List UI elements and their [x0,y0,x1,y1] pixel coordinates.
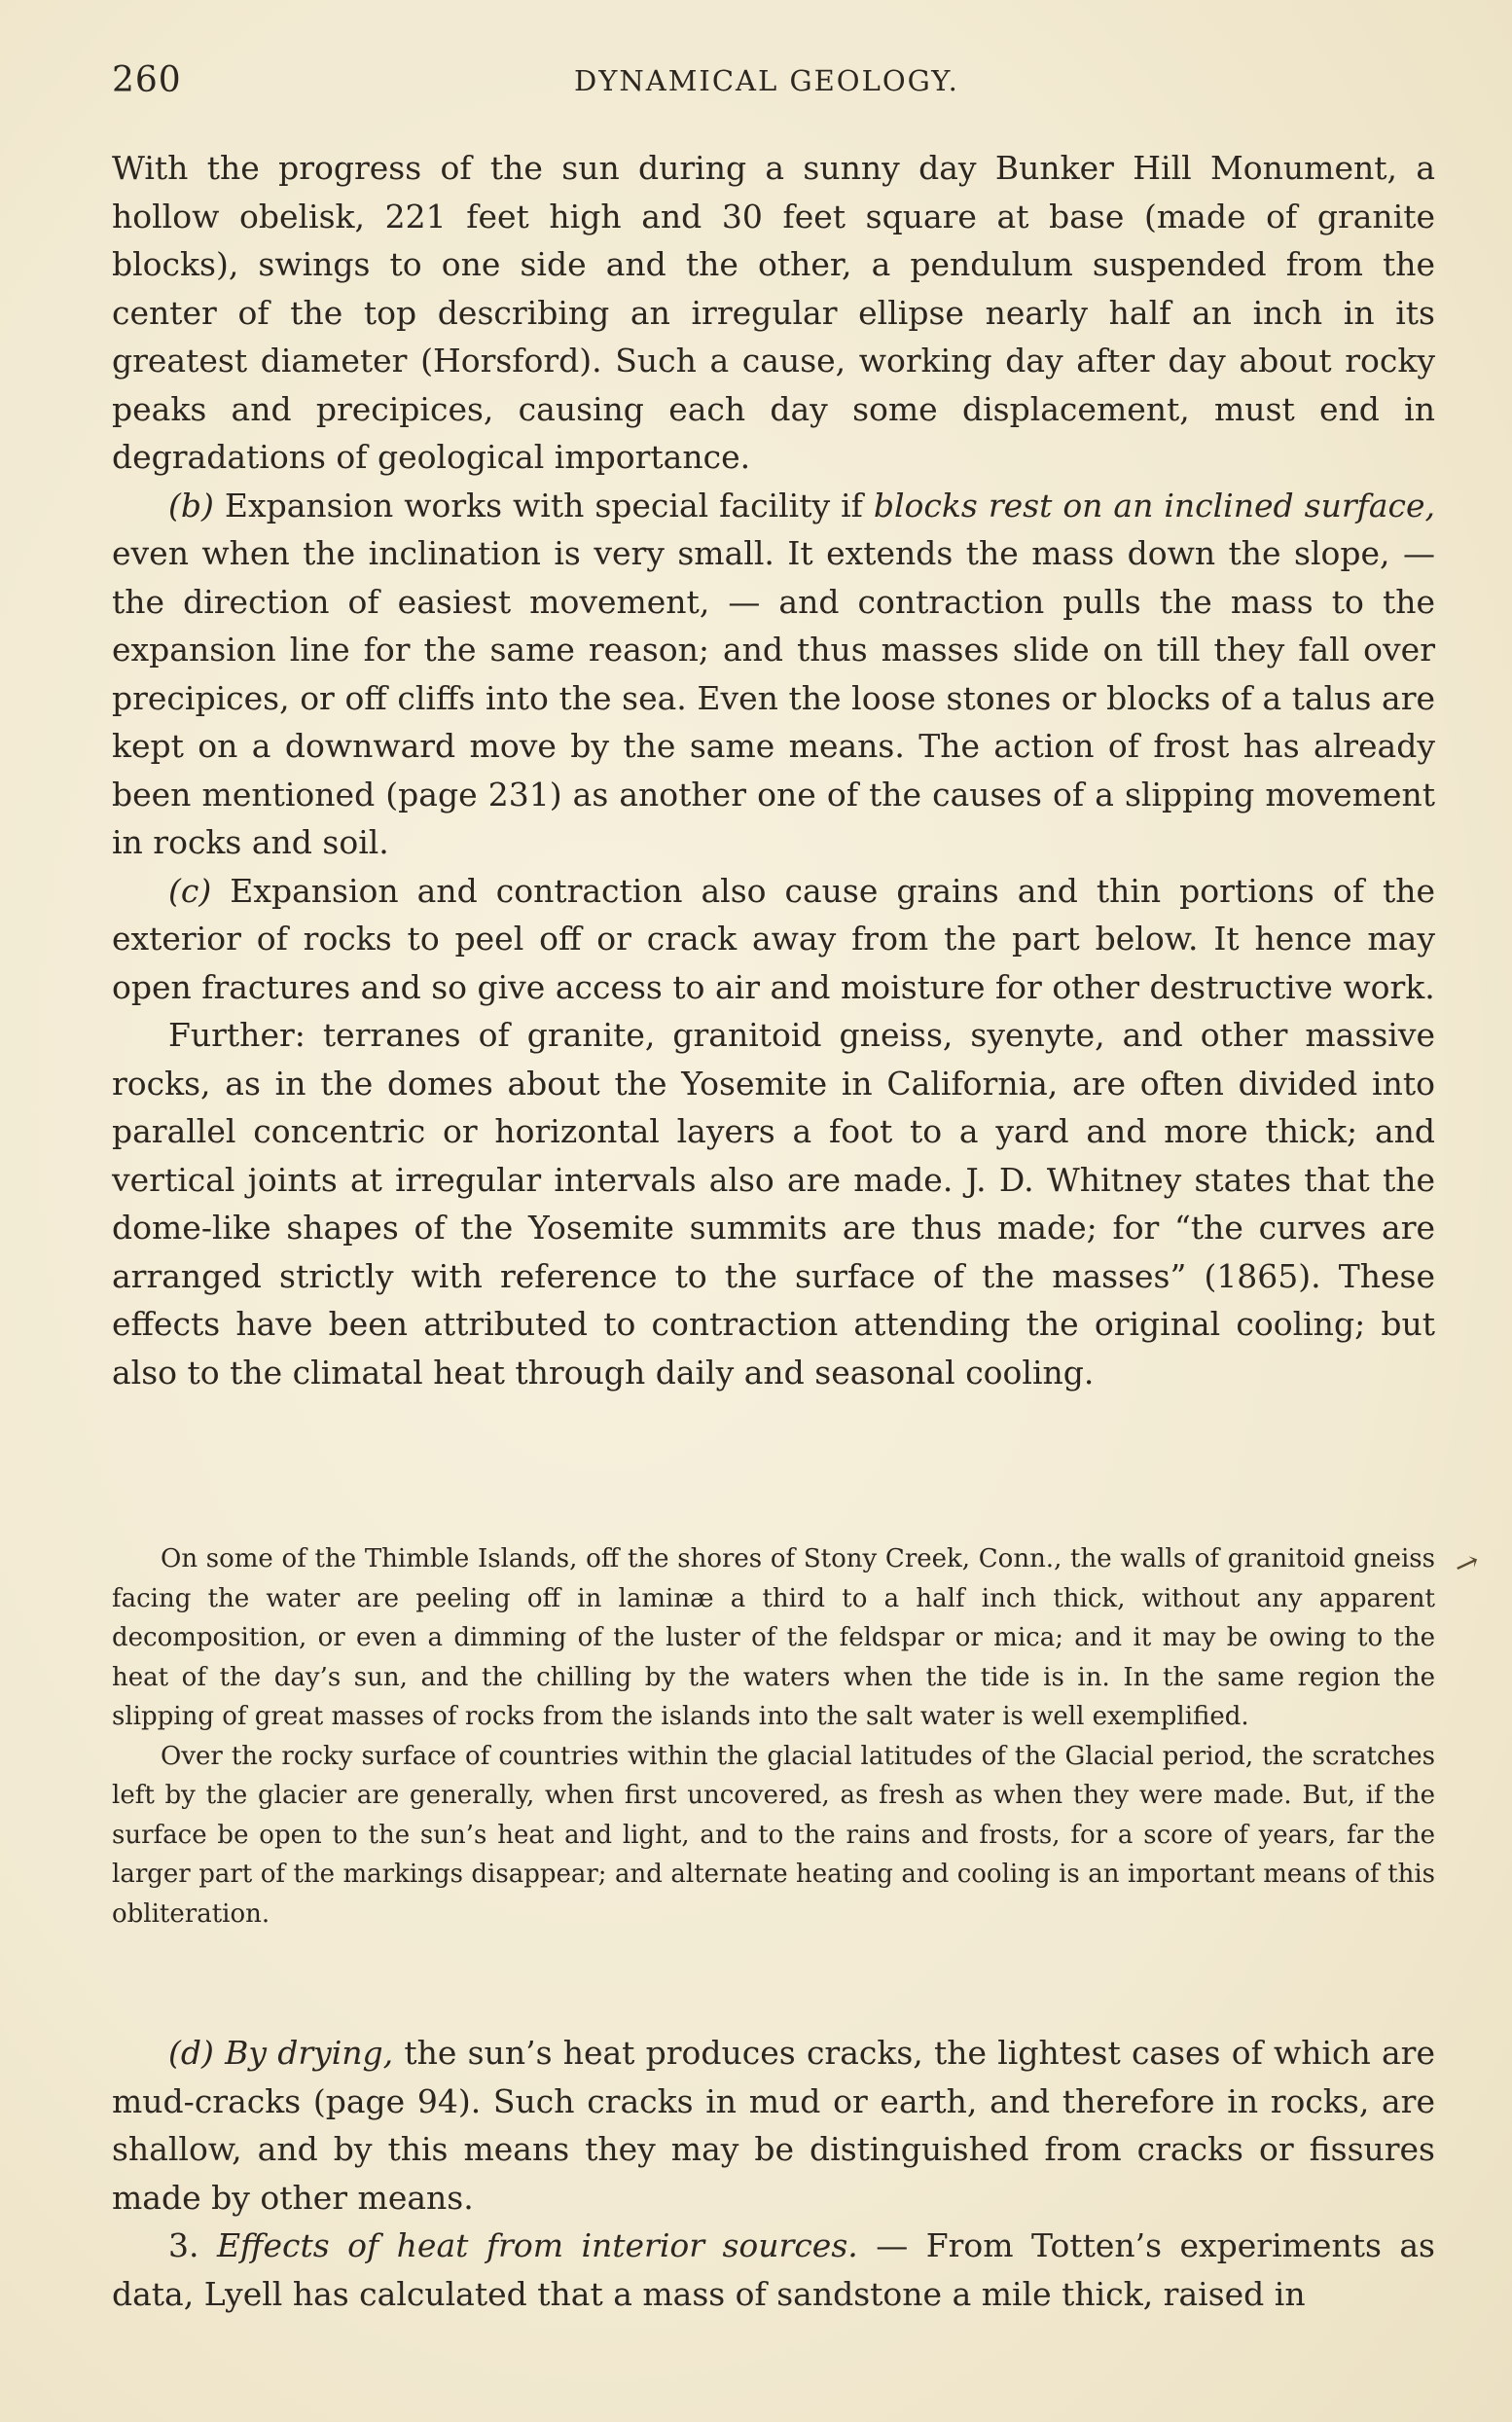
running-head: DYNAMICAL GEOLOGY. [574,64,959,97]
paragraph [112,2029,1435,2222]
paragraph-text: With the progress of the sun during a sunny day Bunker Hill Monument, a hollow obelisk, 221 feet high and 30 feet square at base (made of granite blocks), swings to one side and the other, a pendulum suspended from the center of the top describing an irregular ellipse nearly half an inch in its greatest diameter (Horsford). Such a cause, working day after day about rocky peaks and precipices, causing each day some displacement, must end in degradations of geological importance. [112,149,1435,476]
paragraph-text: Expansion works with special facility if [213,486,874,524]
note-block [112,1539,1435,1934]
item-label: (d) [168,2034,214,2072]
paragraph-text: the sun’s heat produces cracks, the lightest cases of which are mud-cracks (page 94). Such cracks in mud or earth, and therefore in rocks, are shallow, and by this means they may be distinguished from cracks or fissures made by other means. [112,2034,1435,2217]
section-heading: Effects of heat from interior sources. [216,2226,858,2264]
paragraph-text: Further: terranes of granite, granitoid gneiss, syenyte, and other massive rocks, as in the domes about the Yosemite in California, are often divided into parallel concentric or horizontal layers a foot to a yard and more thick; and vertical joints at irregular intervals also are made. J. D. Whitney states that the dome-like shapes of the Yosemite summits are thus made; for “the curves are arranged strictly with reference to the surface of the masses” (1865). These effects have been attributed to contraction attending the original cooling; but also to the climatal heat through daily and seasonal cooling. [112,1016,1435,1392]
paragraph [112,2222,1435,2318]
paragraph [112,482,1435,867]
paragraph [112,144,1435,482]
note-text: Over the rocky surface of countries within the glacial latitudes of the Glacial period, the scratches left by the glacier are generally, when first uncovered, as fresh as when they were made. But, if the surface be open to the sun’s heat and light, and to the rains and frosts, for a score of years, far the larger part of the markings disappear; and alternate heating and cooling is an important means of this obliteration. [112,1741,1435,1929]
main-text-continued [112,2029,1435,2318]
note-text: On some of the Thimble Islands, off the shores of Stony Creek, Conn., the walls of granitoid gneiss facing the water are peeling off in laminæ a third to a half inch thick, without any apparent decomposition, or even a dimming of the luster of the feldspar or mica; and it may be owing to the heat of the day’s sun, and the chilling by the waters when the tide is in. In the same region the slipping of great masses of rocks from the islands into the salt water is well exemplified. [112,1544,1435,1731]
item-label: (c) [168,871,212,910]
pencil-mark-icon: ↗ [1449,1543,1485,1585]
emphasis-text: blocks rest on an inclined surface, [873,486,1435,524]
item-label: (b) [168,486,214,524]
main-text [112,144,1435,1396]
paragraph [112,867,1435,1012]
note-paragraph [112,1539,1435,1737]
page-header [112,60,1435,109]
emphasis-text: By drying, [225,2034,394,2072]
note-paragraph [112,1737,1435,1934]
paragraph-text: Expansion and contraction also cause grains and thin portions of the exterior of rocks to peel off or crack away from the part below. It hence may open fractures and so give access to air and moisture for other destructive work. [112,871,1435,1006]
paragraph-text: — From Totten’s experiments as data, Lyell has calculated that a mass of sandstone a mile thick, raised in [112,2226,1435,2313]
page-number: 260 [112,60,182,100]
section-number: 3. [168,2226,199,2264]
paragraph [112,1011,1435,1396]
paragraph-text: even when the inclination is very small. It extends the mass down the slope, — the direction of easiest movement, — and contraction pulls the mass to the expansion line for the same reason; and thus masses slide on till they fall over precipices, or off cliffs into the sea. Even the loose stones or blocks of a talus are kept on a downward move by the same means. The action of frost has already been mentioned (page 231) as another one of the causes of a slipping movement in rocks and soil. [112,534,1435,861]
